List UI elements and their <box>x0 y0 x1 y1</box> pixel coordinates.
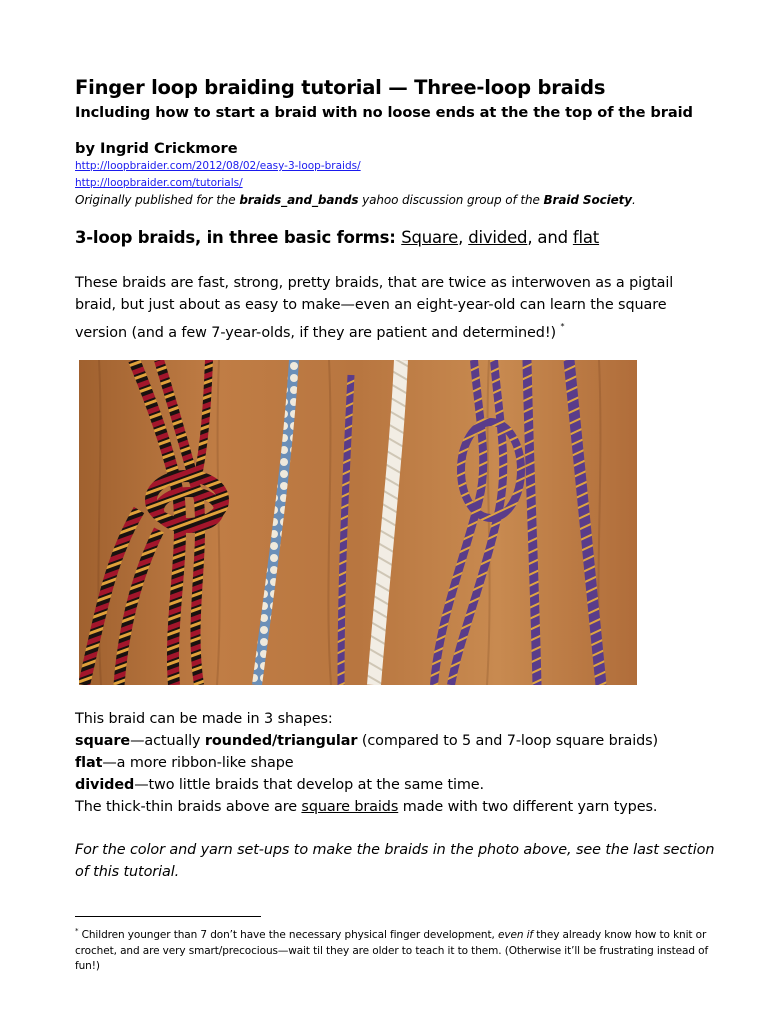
group-name: braids_and_bands <box>239 193 359 207</box>
setup-note: For the color and yarn set-ups to make the braids in the photo above, see the last section of this tutorial. <box>75 842 715 880</box>
author-byline: by Ingrid Crickmore <box>75 140 238 157</box>
flat-line: flat—a more ribbon-like shape <box>75 755 294 771</box>
divided-line: divided—two little braids that develop at the same time. <box>75 777 485 793</box>
page-subtitle: Including how to start a braid with no loose ends at the the top of the braid <box>75 104 693 121</box>
intro-paragraph: These braids are fast, strong, pretty braids, that are twice as interwoven as a pigtail braid, but just about as easy to make—even an eight-year-old can learn the square version (and a few 7-year-olds, if they are patient and determined!) * <box>75 275 674 341</box>
square-term: Square <box>401 228 459 247</box>
divided-term: divided <box>468 228 528 247</box>
braids-photo <box>79 360 637 685</box>
square-line: square—actually rounded/triangular (compared to 5 and 7-loop square braids) <box>75 733 659 749</box>
publication-note: Originally published for the braids_and_bands yahoo discussion group of the Braid Society. <box>75 193 636 207</box>
shapes-intro: This braid can be made in 3 shapes: <box>75 711 333 727</box>
flat-term: flat <box>572 228 600 247</box>
thick-thin-line: The thick-thin braids above are square braids made with two different yarn types. <box>75 799 658 815</box>
society-name: Braid Society <box>543 193 633 207</box>
footnote-marker: * <box>560 322 565 331</box>
section-heading: 3-loop braids, in three basic forms: Square, divided, and flat <box>75 228 600 247</box>
page-title: Finger loop braiding tutorial — Three-loop braids <box>75 76 606 99</box>
footnote: * Children younger than 7 don’t have the necessary physical finger development, even if they already know how to knit or crochet, and are very smart/precocious—wait til they are older to teach it to them. (Otherwise it’ll be frustrating instead of fun!) <box>75 927 709 972</box>
tutorials-link[interactable]: http://loopbraider.com/tutorials/ <box>75 177 243 189</box>
post-link[interactable]: http://loopbraider.com/2012/08/02/easy-3-loop-braids/ <box>75 160 361 172</box>
footnote-divider <box>75 916 261 917</box>
square-braids-link: square braids <box>301 799 399 815</box>
shapes-list <box>75 708 725 818</box>
